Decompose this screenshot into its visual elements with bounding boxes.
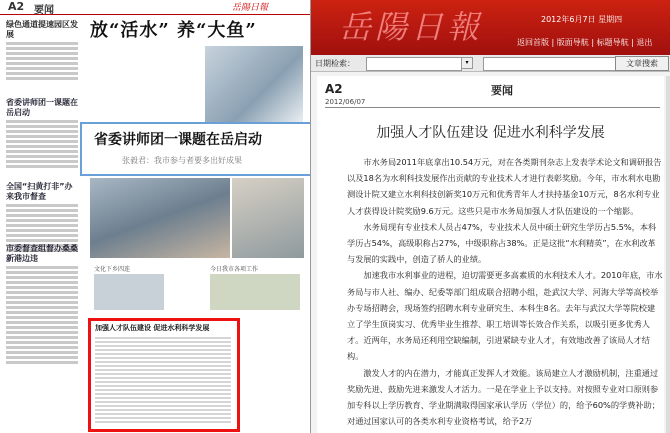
newspaper-header <box>0 0 310 15</box>
column-item-headline: 绿色通道提速园区发展 <box>6 20 78 39</box>
divider <box>325 107 660 108</box>
newspaper-logo: 岳陽日報 <box>232 3 269 13</box>
nav-exit[interactable]: 退出 <box>636 38 653 47</box>
article-paragraph: 水务局现有专业技术人员占47%，专业技术人员中硕士研究生学历占5.5%，本科学历占54%，高级职称占27%，中级职称占38%。正是这批“水利精英”，在水利改革与发展的实践中，创造了骄人的业绩。 <box>347 221 657 265</box>
article-paragraph: 加速我市水利事业的进程，迫切需要更多高素质的水利技术人才。2010年底，市水务局与市人社、编办、纪委等部门组成联合招聘小组，赴武汉大学、河海大学等高校举办专场招聘会，现场签约招聘水利专业研究生、本科生8名。去年与武汉大学等院校建立了学生顶岗实习、优秀毕业生推荐、职工培训等长效合作关系，以吸引更多优秀人才。近两年，水务局还利用空缺编制，引进紧缺专业人才，有效地改善了该局人才结构。 <box>347 270 663 362</box>
newspaper-page[interactable] <box>0 0 311 433</box>
column-item-headline: 全国“扫黄打非”办来我市督查 <box>6 182 73 201</box>
article-paragraph: 激发人才的内在潜力，才能真正发挥人才效能。该局建立人才激励机制，注重通过奖励先进、鼓励先进来激发人才活力。一是在学业上予以支持。对按照专业对口原则参加专科以上学历教育、学业期满取得国家承认学历（学位）的，给予60%的学费补助；对通过国家认可的各类水利专业资格考试，给予2万 <box>347 367 660 427</box>
article-title: 加强人才队伍建设 促进水利科学发展 <box>376 125 605 141</box>
nav-back-to-front[interactable]: 返回首版 <box>517 38 549 47</box>
issue-date: 2012年6月7日 星期四 <box>541 15 623 24</box>
news-photo[interactable] <box>94 274 164 310</box>
nav-page-navigation[interactable]: 版面导航 <box>556 38 589 47</box>
article-search-input[interactable] <box>483 57 617 71</box>
newspaper-section: 要闻 <box>34 5 54 16</box>
column-item[interactable] <box>6 98 78 170</box>
column-item[interactable] <box>6 20 78 82</box>
nav-title-navigation[interactable]: 标题导航 <box>596 38 629 47</box>
newspaper-page-number: A2 <box>8 0 25 13</box>
article-viewer <box>311 0 670 433</box>
mid-right-caption: 今日我市各项工作 <box>210 266 259 273</box>
date-search-label: 日期检索： <box>315 59 355 68</box>
viewer-header <box>311 0 670 55</box>
highlighted-article-subtitle: 张毅君：我市参与者要多出好成果 <box>122 156 242 165</box>
date-search-input[interactable] <box>366 57 462 71</box>
column-item[interactable] <box>6 244 78 366</box>
article-content <box>317 76 664 433</box>
newspaper-main-headline[interactable]: 放“活水” 养“大鱼” <box>90 20 257 41</box>
news-photo[interactable] <box>90 178 230 258</box>
column-item-headline: 省委讲师团一课题在岳启动 <box>6 98 78 117</box>
article-date: 2012/06/07 <box>325 98 366 106</box>
date-dropdown-icon[interactable]: ▾ <box>461 57 473 69</box>
mid-left-caption: 文化下乡四连 <box>94 266 131 273</box>
scrollbar[interactable] <box>666 76 670 433</box>
newspaper-brand-logo: 岳陽日報 <box>339 8 484 46</box>
top-navigation: 返回首版 | 版面导航 | 标题导航 | 退出 <box>517 38 653 47</box>
highlighted-article-title: 省委讲师团一课题在岳启动 <box>94 132 262 148</box>
selected-article-title: 加强人才队伍建设 促进水利科学发展 <box>95 324 210 332</box>
news-photo[interactable] <box>205 46 303 122</box>
article-body <box>347 154 663 429</box>
highlighted-article-box[interactable] <box>80 122 311 176</box>
selected-article-box[interactable] <box>88 318 240 432</box>
search-bar <box>311 55 670 72</box>
column-item-headline: 市委督查组督办桑桑新港边违 <box>6 244 78 263</box>
article-section: 要闻 <box>491 84 513 97</box>
article-page-number: A2 <box>325 82 343 96</box>
mid-section[interactable] <box>90 262 304 316</box>
news-photo[interactable] <box>210 274 300 310</box>
article-search-button[interactable]: 文章搜索 <box>615 56 669 71</box>
news-photo[interactable] <box>232 178 304 258</box>
article-paragraph: 市水务局2011年底拿出10.54万元，对在各类期刊杂志上发表学术论文和调研报告以及18名为水利科技发展作出贡献的专业技术人才进行表彰奖励。今年，市水利水电勘测设计院又建立水利科技创新奖10万元和优秀青年人才扶持基金10万元，8名水利专业人才获得设计院奖励9.6万元。这些只是市水务局加强人才队伍建设的一个缩影。 <box>347 157 662 216</box>
